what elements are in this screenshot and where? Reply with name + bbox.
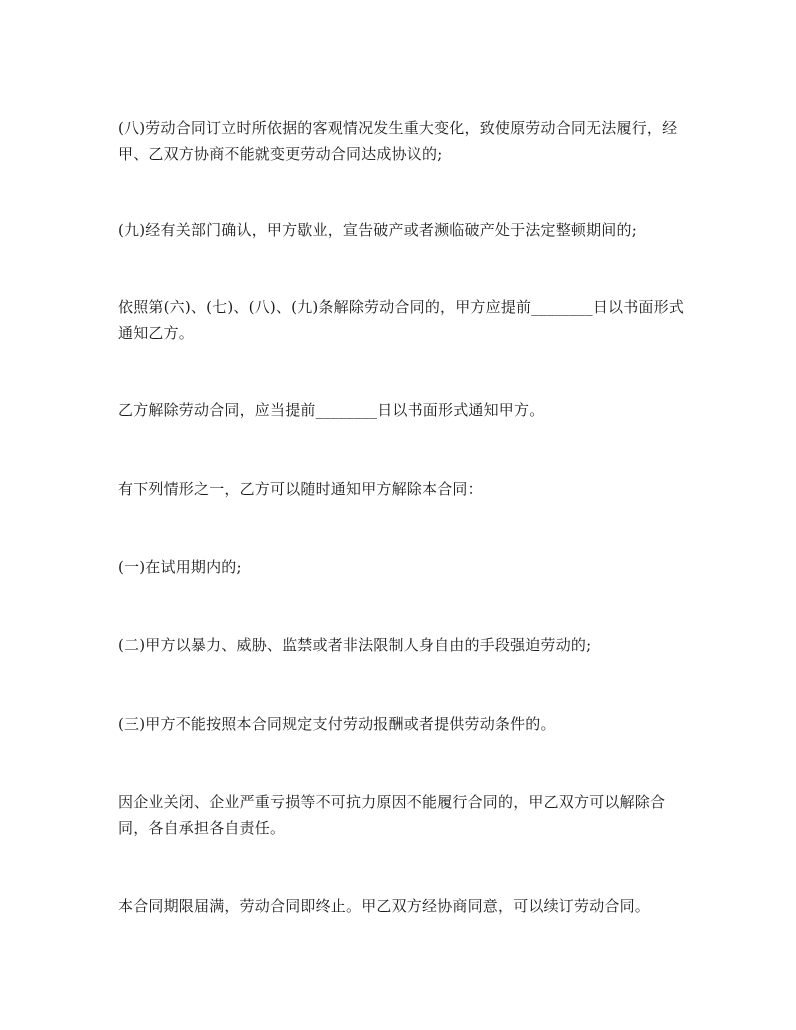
paragraph-contract-expiry: 本合同期限届满，劳动合同即终止。甲乙双方经协商同意，可以续订劳动合同。 xyxy=(118,897,651,915)
paragraph-item-1: (一)在试用期内的; xyxy=(118,558,242,576)
paragraph-immediate-intro: 有下列情形之一，乙方可以随时通知甲方解除本合同： xyxy=(118,480,483,498)
paragraph-item-2: (二)甲方以暴力、威胁、监禁或者非法限制人身自由的手段强迫劳动的; xyxy=(118,636,592,654)
paragraph-item-3: (三)甲方不能按照本合同规定支付劳动报酬或者提供劳动条件的。 xyxy=(118,715,556,733)
paragraph-clause-8: (八)劳动合同订立时所依据的客观情况发生重大变化，致使原劳动合同无法履行，经甲、乙双方协商不能就变更劳动合同达成协议的; xyxy=(118,119,678,163)
paragraph-employer-notice: 依照第(六)、(七)、(八)、(九)条解除劳动合同的，甲方应提前________日以书面形式通知乙方。 xyxy=(118,298,685,342)
paragraph-clause-9: (九)经有关部门确认，甲方歇业，宣告破产或者濒临破产处于法定整顿期间的; xyxy=(118,221,637,239)
paragraph-employee-notice: 乙方解除劳动合同，应当提前________日以书面形式通知甲方。 xyxy=(118,401,545,419)
paragraph-force-majeure: 因企业关闭、企业严重亏损等不可抗力原因不能履行合同的，甲乙双方可以解除合同，各自承担各自责任。 xyxy=(118,793,666,837)
